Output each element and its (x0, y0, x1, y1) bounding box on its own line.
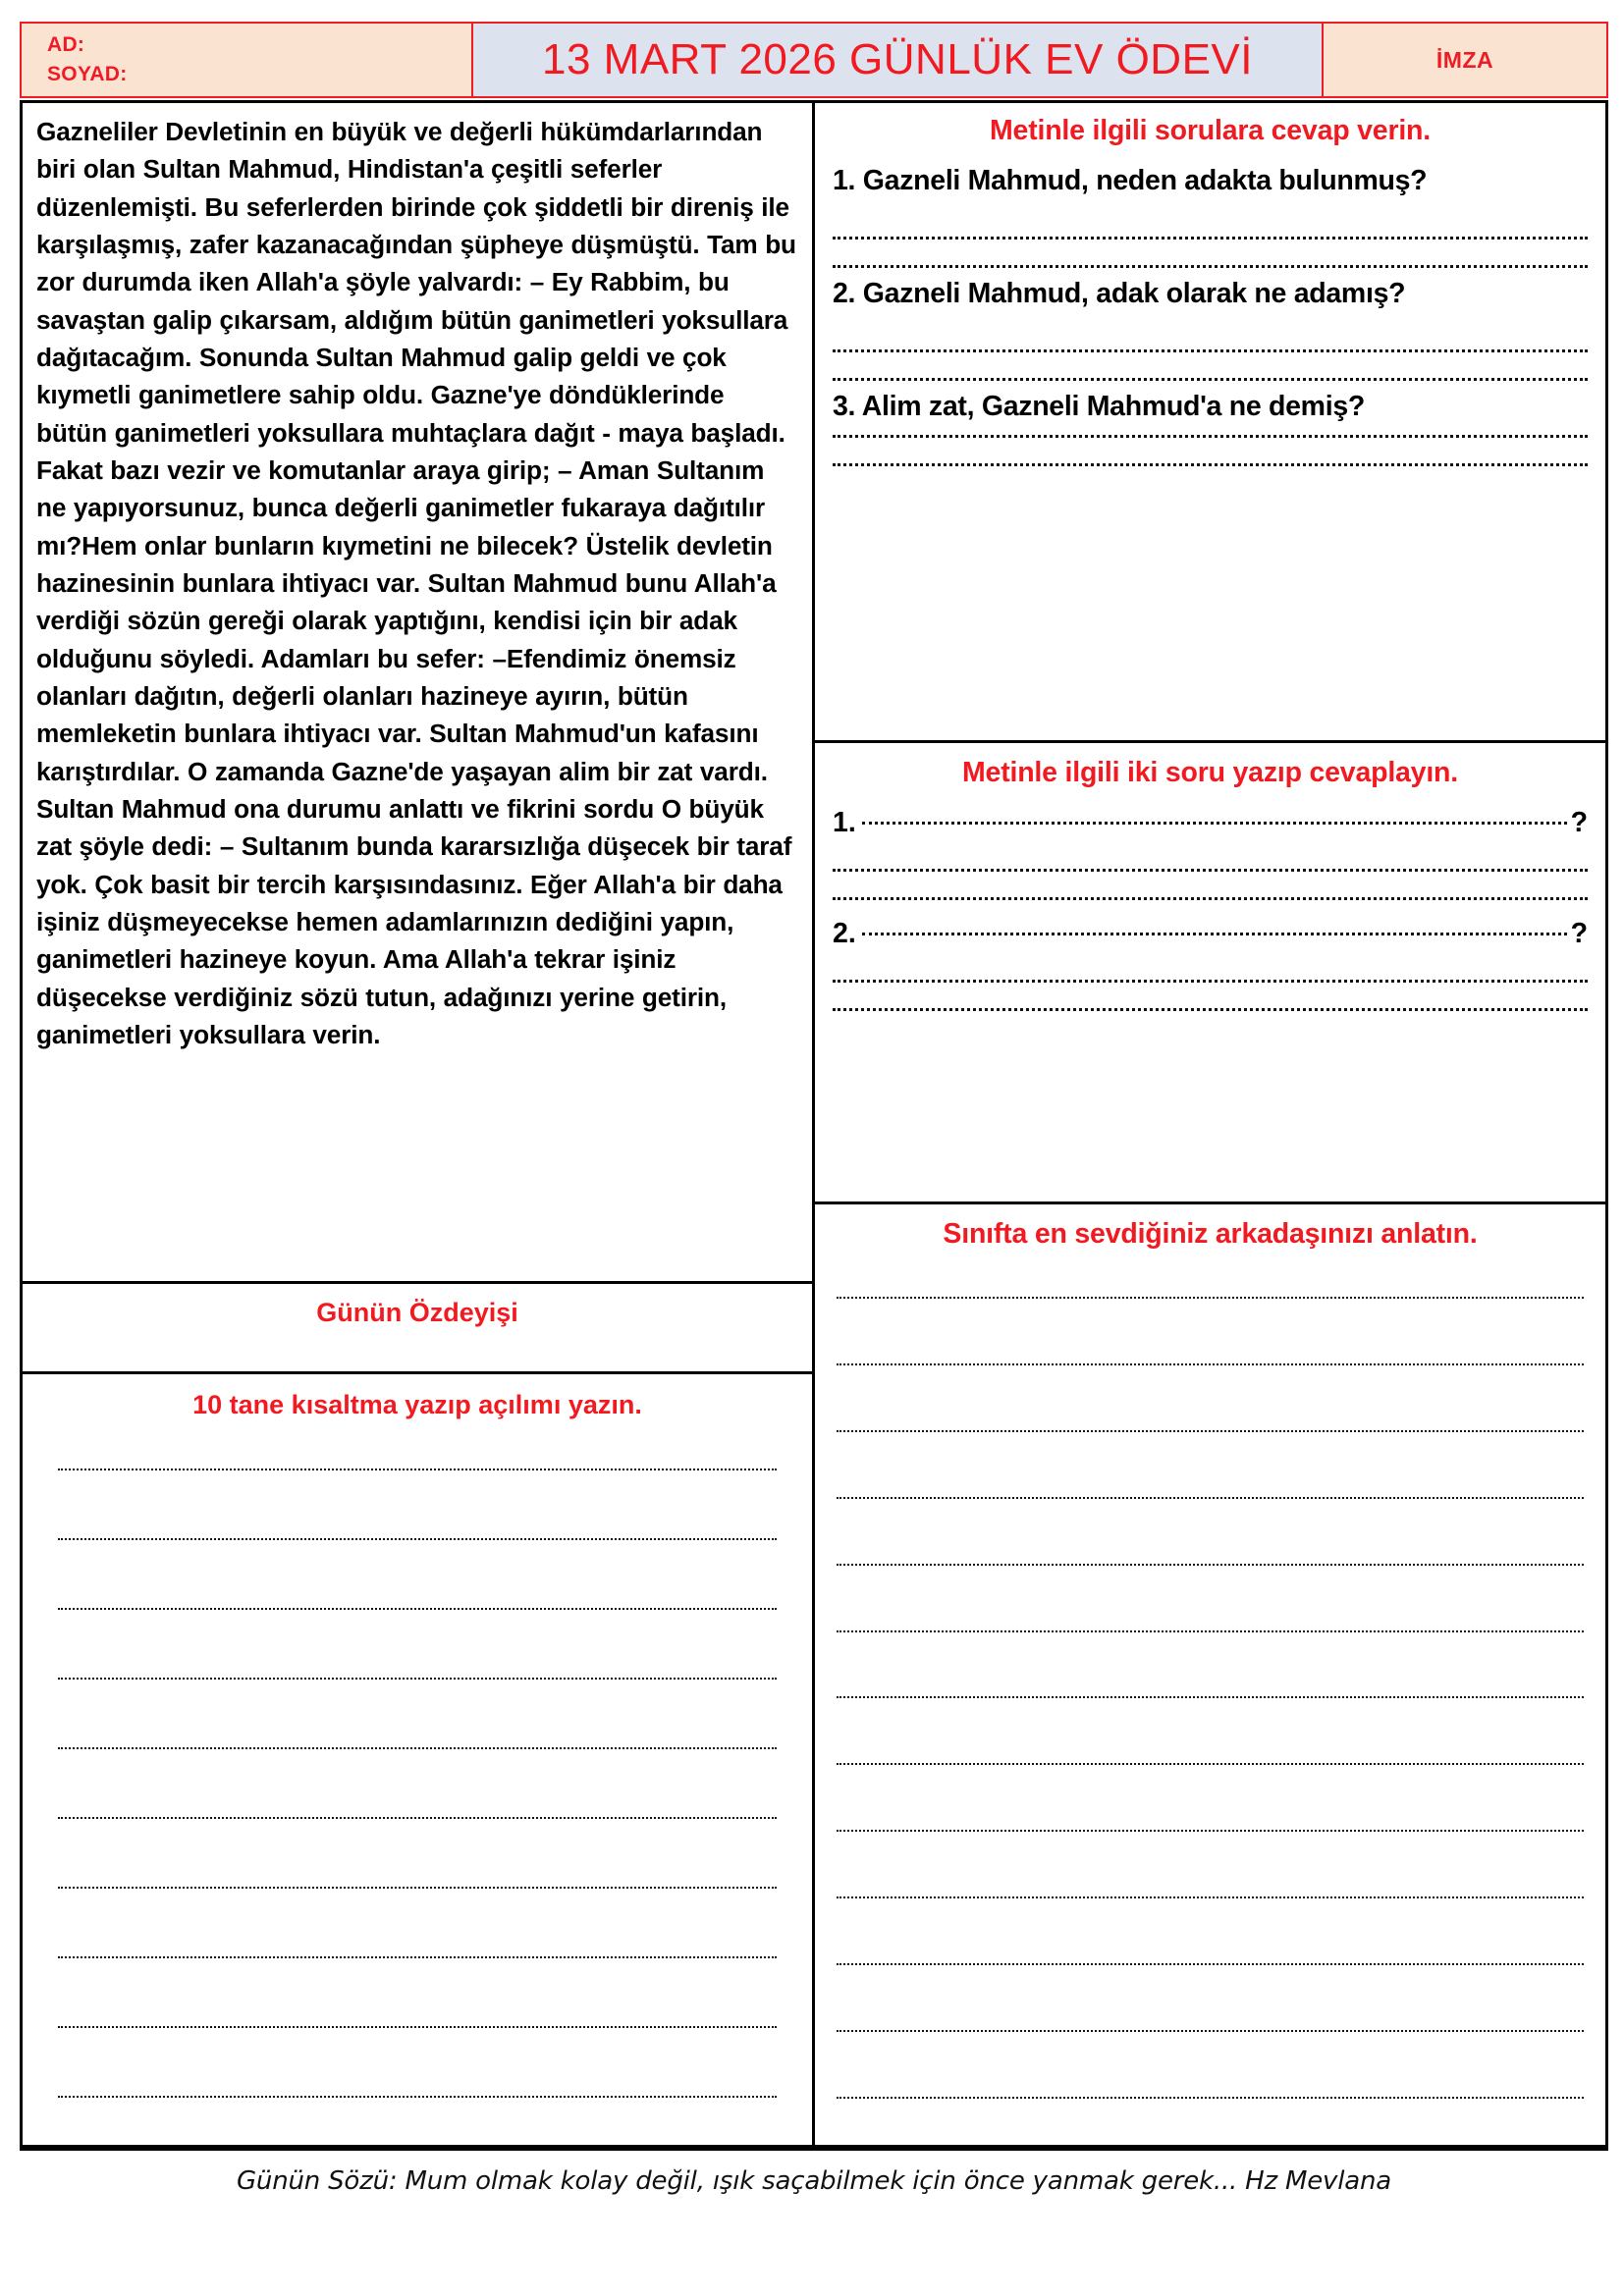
answer-line[interactable] (833, 869, 1588, 872)
page-title: 13 MART 2026 GÜNLÜK EV ÖDEVİ (542, 35, 1253, 83)
imza-label: İMZA (1435, 46, 1494, 73)
writing-line[interactable] (837, 1963, 1584, 1965)
soyad-label: SOYAD: (47, 63, 128, 85)
writing-line[interactable] (58, 1887, 777, 1889)
writing-line[interactable] (58, 1747, 777, 1749)
student-name-cell[interactable] (20, 22, 473, 98)
worksheet-title-cell (473, 22, 1322, 98)
answer-line[interactable] (833, 980, 1588, 983)
write-questions-heading: Metinle ilgili iki soru yazıp cevaplayın. (962, 757, 1458, 788)
question-item (833, 278, 1588, 381)
quote-of-the-day: Günün Sözü: Mum olmak kolay değil, ışık saçabilmek için önce yanmak gerek... Hz Mevlana (236, 2166, 1392, 2196)
writing-line[interactable] (837, 1497, 1584, 1499)
question-text: 1. Gazneli Mahmud, neden adakta bulunmuş? (833, 165, 1428, 196)
header-row (20, 22, 1608, 98)
answer-line[interactable] (833, 897, 1588, 900)
friend-description-section (815, 1204, 1605, 2145)
writing-line[interactable] (58, 1538, 777, 1540)
ozdeyis-title: Günün Özdeyişi (316, 1298, 518, 1327)
writing-line[interactable] (58, 1468, 777, 1470)
answer-line[interactable] (833, 435, 1588, 438)
abbreviations-writing-lines[interactable] (23, 1426, 812, 2145)
writing-line[interactable] (837, 1830, 1584, 1832)
writing-line[interactable] (837, 1297, 1584, 1299)
passage-text: Gazneliler Devletinin en büyük ve değerli hükümdarlarından biri olan Sultan Mahmud, Hindistan'a çeşitli seferler düzenlemişti. Bu seferlerden birinde çok şiddetli bir direniş ile karşılaşmış, zafer kazanacağından şüpheye düşmüştü. Tam bu zor durumda iken Allah'a şöyle yalvardı: – Ey Rabbim, bu savaştan galip çıkarsam, aldığım bütün ganimetleri yoksullara dağıtacağım. Sonunda Sultan Mahmud galip geldi ve çok kıymetli ganimetlere sahip oldu. Gazne'ye döndüklerinde bütün ganimetleri yoksullara muhtaçlara dağıt - maya başladı. Fakat bazı vezir ve komutanlar araya girip; – Aman Sultanım ne yapıyorsunuz, bunca değerli ganimetler fukaraya dağıtılır mı?Hem onlar bunların kıymetini ne bilecek? Üstelik devletin hazinesinin bunlara ihtiyacı var. Sultan Mahmud bunu Allah'a verdiği sözün gereği olarak yaptığını, kendisi için bir adak olduğunu söyledi. Adamları bu sefer: –Efendimiz önemsiz olanları dağıtın, değerli olanları hazineye ayırın, bütün memleketin bunlara ihtiyacı var. Sultan Mahmud'un kafasını karıştırdılar. O zamanda Gazne'de yaşayan alim bir zat vardı. Sultan Mahmud ona durumu anlattı ve fikrini sordu O büyük zat şöyle dedi: – Sultanım bunda kararsızlığa düşecek bir taraf yok. Çok basit bir tercih karşısındasınız. Eğer Allah'a bir daha işiniz düşmeyecekse hemen adamlarınızın dediğini yapın, ganimetleri hazineye koyun. Ama Allah'a tekrar işiniz düşecekse verdiğiniz sözü tutun, adağınızı yerine getirin, ganimetleri yoksullara verin. (36, 117, 796, 1049)
writing-line[interactable] (837, 1363, 1584, 1365)
writing-line[interactable] (837, 1696, 1584, 1698)
writing-line[interactable] (837, 1564, 1584, 1566)
writing-line[interactable] (58, 2026, 777, 2028)
ozdeyis-section (23, 1284, 812, 1374)
friend-description-heading: Sınıfta en sevdiğiniz arkadaşınızı anlatın. (943, 1218, 1478, 1250)
writing-line[interactable] (837, 2097, 1584, 2099)
answer-line[interactable] (833, 237, 1588, 240)
right-column (815, 103, 1605, 2145)
writing-line[interactable] (837, 1896, 1584, 1898)
abbreviations-section (23, 1374, 812, 2145)
abbreviations-title: 10 tane kısaltma yazıp açılımı yazın. (192, 1390, 642, 1419)
left-column (23, 103, 815, 2145)
writing-line[interactable] (58, 1817, 777, 1819)
comprehension-heading: Metinle ilgili sorulara cevap verin. (990, 115, 1431, 146)
writing-line[interactable] (837, 1763, 1584, 1765)
write-question-fill[interactable] (862, 933, 1567, 935)
write-question-item[interactable] (833, 807, 1588, 839)
write-question-number: 1. (833, 807, 856, 838)
writing-line[interactable] (58, 1678, 777, 1680)
writing-line[interactable] (58, 1608, 777, 1610)
signature-cell[interactable] (1322, 22, 1608, 98)
question-text: 2. Gazneli Mahmud, adak olarak ne adamış? (833, 278, 1406, 309)
question-item (833, 391, 1588, 466)
worksheet-body (20, 100, 1608, 2148)
writing-line[interactable] (58, 2096, 777, 2098)
answer-line[interactable] (833, 378, 1588, 381)
writing-line[interactable] (837, 1430, 1584, 1432)
write-question-number: 2. (833, 918, 856, 949)
footer (20, 2148, 1608, 2196)
write-question-fill[interactable] (862, 822, 1567, 825)
writing-line[interactable] (58, 1956, 777, 1958)
reading-passage (23, 103, 812, 1284)
question-text: 3. Alim zat, Gazneli Mahmud'a ne demiş? (833, 391, 1365, 422)
question-item (833, 165, 1588, 268)
write-question-item[interactable] (833, 918, 1588, 950)
answer-line[interactable] (833, 1008, 1588, 1011)
writing-line[interactable] (837, 2030, 1584, 2032)
ad-label: AD: (47, 33, 85, 57)
answer-line[interactable] (833, 463, 1588, 466)
write-questions-section (815, 743, 1605, 1204)
answer-line[interactable] (833, 349, 1588, 352)
comprehension-questions-section (815, 103, 1605, 743)
friend-description-writing-lines[interactable] (815, 1255, 1605, 2145)
answer-line[interactable] (833, 265, 1588, 268)
question-mark: ? (1570, 918, 1588, 949)
question-mark: ? (1570, 807, 1588, 838)
writing-line[interactable] (837, 1630, 1584, 1632)
